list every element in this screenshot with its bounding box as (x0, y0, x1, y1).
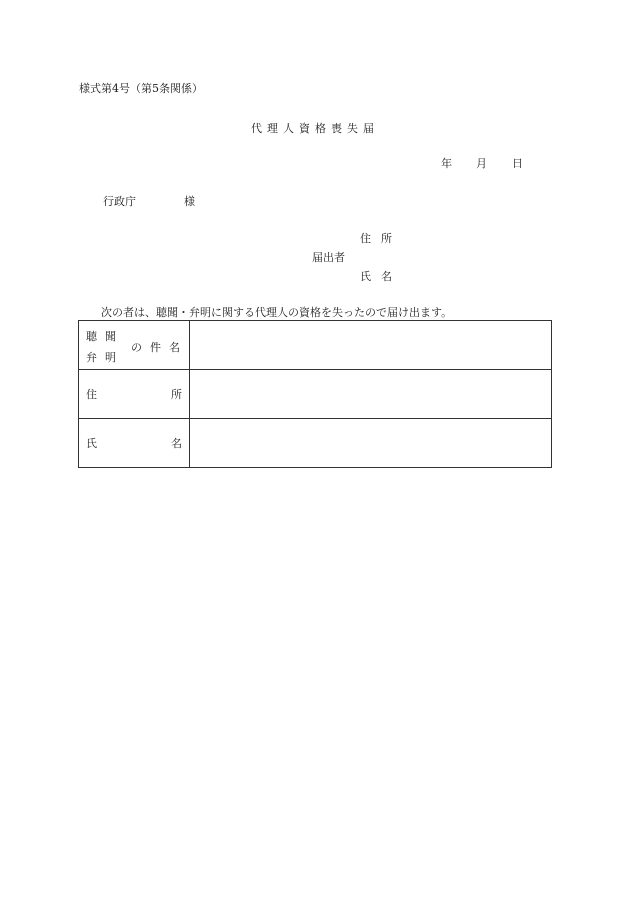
document-title: 代理人資格喪失届 (251, 122, 379, 135)
case-name-value-cell[interactable] (190, 321, 552, 370)
applicant-name-label: 氏名 (360, 270, 402, 283)
name-label-last: 名 (171, 437, 182, 450)
name-value-cell[interactable] (190, 419, 552, 468)
case-name-label-cell (79, 321, 190, 370)
address-label-last: 所 (171, 388, 182, 401)
address-label-cell (79, 370, 190, 419)
case-label-suffix: の件名 (131, 341, 188, 354)
case-label-explanation: 弁明 (86, 351, 124, 364)
date-month-label: 月 (476, 157, 487, 170)
table-row-name (79, 419, 552, 468)
name-label-first: 氏 (86, 437, 97, 450)
form-number: 様式第4号（第5条関係） (79, 82, 203, 95)
applicant-label: 届出者 (312, 251, 345, 264)
statement-text: 次の者は、聴聞・弁明に関する代理人の資格を失ったので届け出ます。 (101, 306, 453, 319)
date-day-label: 日 (512, 157, 523, 170)
address-value-cell[interactable] (190, 370, 552, 419)
address-label-first: 住 (86, 388, 97, 401)
case-label-hearing: 聴聞 (86, 330, 124, 343)
form-table (78, 320, 552, 468)
date-year-label: 年 (441, 157, 452, 170)
name-label-cell (79, 419, 190, 468)
addressee-honorific: 様 (184, 195, 195, 208)
table-row-case (79, 321, 552, 370)
table-row-address (79, 370, 552, 419)
addressee-name: 行政庁 (103, 195, 136, 208)
applicant-address-label: 住所 (360, 232, 402, 245)
